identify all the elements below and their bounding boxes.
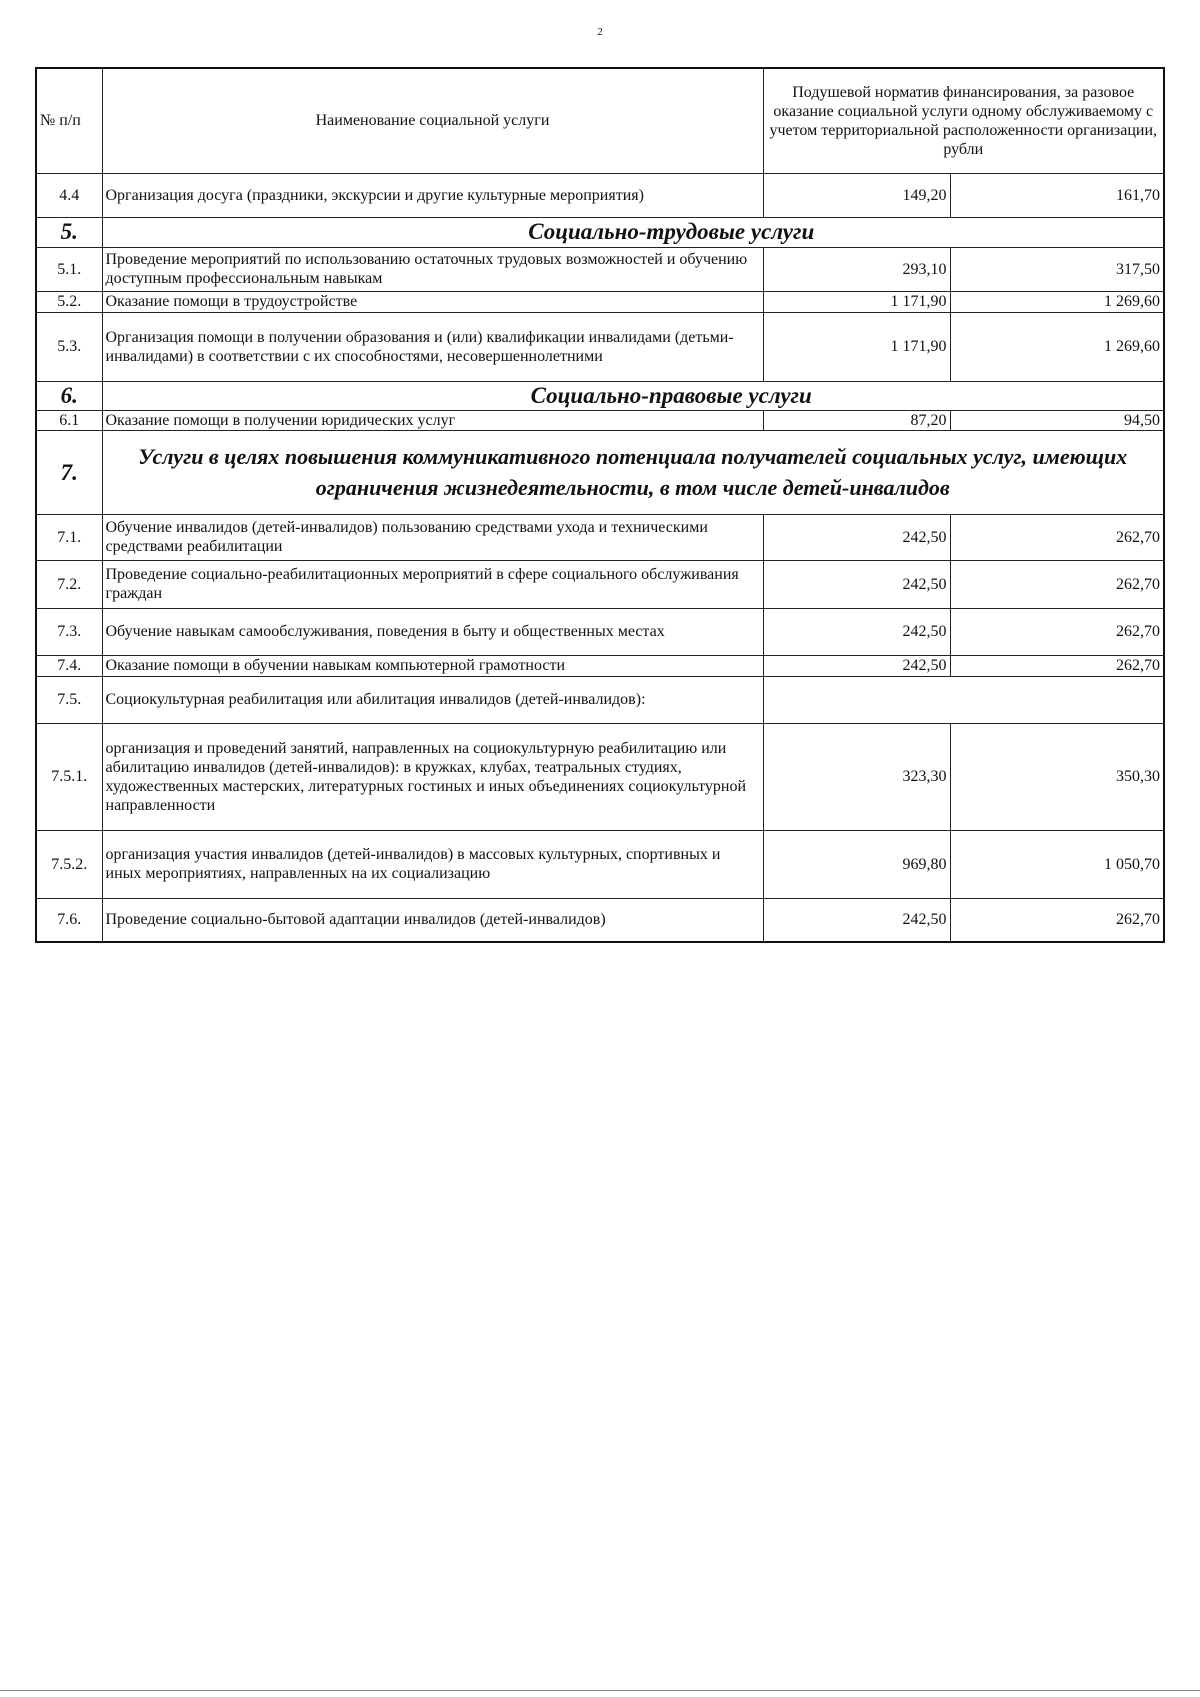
row-value-2: 1 269,60 (950, 291, 1164, 312)
row-num: 7.5.2. (36, 830, 102, 898)
row-value-1: 1 171,90 (763, 291, 950, 312)
table-row (36, 514, 1164, 560)
table-row (36, 247, 1164, 291)
row-value-2: 350,30 (950, 723, 1164, 830)
row-name: Оказание помощи в трудоустройстве (102, 291, 763, 312)
row-name: Обучение навыкам самообслуживания, поведения в быту и общественных местах (102, 608, 763, 655)
row-value-2: 262,70 (950, 560, 1164, 608)
row-num: 5.3. (36, 312, 102, 381)
row-value-1: 242,50 (763, 655, 950, 676)
table-row (36, 173, 1164, 217)
scan-edge-line (0, 1690, 1200, 1691)
row-num: 7.4. (36, 655, 102, 676)
row-name: Организация помощи в получении образования и (или) квалификации инвалидами (детьми-инвалидами) в соответствии с их способностями, несовершеннолетними (102, 312, 763, 381)
row-value-2: 262,70 (950, 514, 1164, 560)
row-value-empty (763, 676, 1164, 723)
section-num: 6. (36, 381, 102, 410)
row-value-1: 149,20 (763, 173, 950, 217)
row-name: Оказание помощи в получении юридических услуг (102, 410, 763, 430)
header-financing: Подушевой норматив финансирования, за разовое оказание социальной услуги одному обслуживаемому с учетом территориальной расположенности организации, рубли (763, 68, 1164, 173)
services-table (35, 67, 1165, 943)
row-num: 7.5. (36, 676, 102, 723)
page-number: 2 (597, 26, 603, 38)
row-num: 4.4 (36, 173, 102, 217)
table-row (36, 560, 1164, 608)
row-value-2: 317,50 (950, 247, 1164, 291)
table-row (36, 898, 1164, 942)
table-row (36, 830, 1164, 898)
row-num: 7.2. (36, 560, 102, 608)
table-row (36, 676, 1164, 723)
row-num: 7.6. (36, 898, 102, 942)
section-row (36, 381, 1164, 410)
header-num: № п/п (36, 68, 102, 173)
row-num: 7.5.1. (36, 723, 102, 830)
row-value-2: 262,70 (950, 655, 1164, 676)
table-header-row (36, 68, 1164, 173)
row-value-1: 242,50 (763, 898, 950, 942)
section-row (36, 217, 1164, 247)
table-row (36, 291, 1164, 312)
section-row (36, 430, 1164, 514)
row-name: Организация досуга (праздники, экскурсии и другие культурные мероприятия) (102, 173, 763, 217)
row-name: Оказание помощи в обучении навыкам компьютерной грамотности (102, 655, 763, 676)
table-row (36, 655, 1164, 676)
section-title: Услуги в целях повышения коммуникативного потенциала получателей социальных услуг, имеющих ограничения жизнедеятельности, в том числе детей-инвалидов (102, 430, 1164, 514)
row-name: организация и проведений занятий, направленных на социокультурную реабилитацию или абилитацию инвалидов (детей-инвалидов): в кружках, клубах, театральных студиях, художественных мастерских, литературных гостиных и иных объединениях социокультурной направленности (102, 723, 763, 830)
section-num: 7. (36, 430, 102, 514)
row-value-1: 87,20 (763, 410, 950, 430)
row-name: Обучение инвалидов (детей-инвалидов) пользованию средствами ухода и техническими средствами реабилитации (102, 514, 763, 560)
table-row (36, 723, 1164, 830)
row-value-1: 323,30 (763, 723, 950, 830)
header-service-name: Наименование социальной услуги (102, 68, 763, 173)
row-num: 5.1. (36, 247, 102, 291)
table-row (36, 410, 1164, 430)
section-title: Социально-правовые услуги (102, 381, 1164, 410)
row-value-2: 262,70 (950, 608, 1164, 655)
row-value-1: 242,50 (763, 608, 950, 655)
row-value-2: 1 269,60 (950, 312, 1164, 381)
row-name: организация участия инвалидов (детей-инвалидов) в массовых культурных, спортивных и иных мероприятиях, направленных на их социализацию (102, 830, 763, 898)
row-value-2: 161,70 (950, 173, 1164, 217)
section-num: 5. (36, 217, 102, 247)
table-row (36, 312, 1164, 381)
row-num: 5.2. (36, 291, 102, 312)
row-num: 7.3. (36, 608, 102, 655)
row-name: Проведение социально-реабилитационных мероприятий в сфере социального обслуживания граждан (102, 560, 763, 608)
row-value-2: 1 050,70 (950, 830, 1164, 898)
row-value-1: 969,80 (763, 830, 950, 898)
row-value-1: 242,50 (763, 514, 950, 560)
row-name: Проведение мероприятий по использованию остаточных трудовых возможностей и обучению доступным профессиональным навыкам (102, 247, 763, 291)
row-num: 6.1 (36, 410, 102, 430)
row-value-1: 1 171,90 (763, 312, 950, 381)
row-value-1: 293,10 (763, 247, 950, 291)
row-value-2: 262,70 (950, 898, 1164, 942)
row-value-1: 242,50 (763, 560, 950, 608)
row-num: 7.1. (36, 514, 102, 560)
row-name: Проведение социально-бытовой адаптации инвалидов (детей-инвалидов) (102, 898, 763, 942)
row-value-2: 94,50 (950, 410, 1164, 430)
table-row (36, 608, 1164, 655)
row-name: Социокультурная реабилитация или абилитация инвалидов (детей-инвалидов): (102, 676, 763, 723)
section-title: Социально-трудовые услуги (102, 217, 1164, 247)
